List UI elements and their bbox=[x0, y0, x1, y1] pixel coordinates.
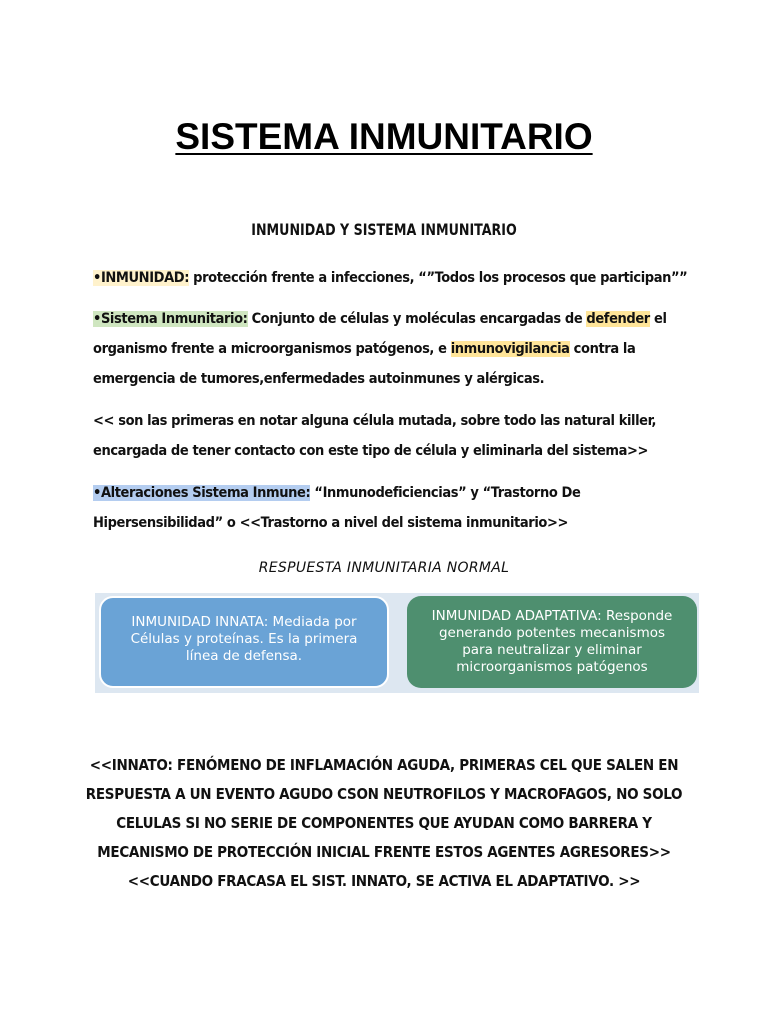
page-title: SISTEMA INMUNITARIO bbox=[175, 116, 593, 157]
diagram-subtitle: RESPUESTA INMUNITARIA NORMAL bbox=[258, 560, 510, 576]
term-inmunidad: •INMUNIDAD: bbox=[93, 270, 190, 286]
closing-line-4: MECANISMO DE PROTECCIÓN INICIAL FRENTE ESTOS AGENTES AGRESORES>> bbox=[97, 843, 671, 861]
paragraph-alteraciones-text: “Inmunodeficiencias” y “Trastorno De Hipersensibilidad” o <<Trastorno a nivel del sistema inmunitario>> bbox=[93, 485, 581, 531]
immune-response-diagram bbox=[95, 593, 699, 693]
paragraph-sistema-text-3: contra la emergencia de tumores,enfermedades autoinmunes y alérgicas. bbox=[93, 341, 636, 387]
closing-paragraph bbox=[70, 751, 698, 896]
adaptive-line-2: generando potentes mecanismos bbox=[438, 625, 666, 641]
paragraph-inmunidad bbox=[93, 263, 703, 293]
highlight-defender: defender bbox=[586, 311, 650, 327]
paragraph-sistema-inmunitario bbox=[93, 304, 703, 394]
adaptive-immunity-box bbox=[407, 596, 697, 688]
adaptive-line-3: para neutralizar y eliminar bbox=[462, 642, 642, 658]
innate-line-1: INMUNIDAD INNATA: Mediada por bbox=[131, 614, 357, 630]
closing-line-3: CELULAS SI NO SERIE DE COMPONENTES QUE AYUDAN COMO BARRERA Y bbox=[116, 814, 652, 832]
paragraph-inmunidad-text: protección frente a infecciones, “”Todos los procesos que participan”” bbox=[189, 270, 688, 286]
closing-line-2: RESPUESTA A UN EVENTO AGUDO CSON NEUTROFILOS Y MACROFAGOS, NO SOLO bbox=[85, 785, 683, 803]
closing-line-5: <<CUANDO FRACASA EL SIST. INNATO, SE ACTIVA EL ADAPTATIVO. >> bbox=[127, 872, 641, 890]
innate-line-2: Células y proteínas. Es la primera bbox=[130, 631, 358, 647]
adaptive-line-1: INMUNIDAD ADAPTATIVA: Responde bbox=[431, 608, 673, 624]
innate-line-3: línea de defensa. bbox=[185, 648, 303, 664]
closing-line-1: <<INNATO: FENÓMENO DE INFLAMACIÓN AGUDA, PRIMERAS CEL QUE SALEN EN bbox=[89, 756, 679, 774]
adaptive-line-4: microorganismos patógenos bbox=[456, 659, 648, 675]
section-heading: INMUNIDAD Y SISTEMA INMUNITARIO bbox=[251, 220, 517, 239]
paragraph-alteraciones bbox=[93, 478, 703, 538]
highlight-inmunovigilancia: inmunovigilancia bbox=[450, 341, 570, 357]
paragraph-sistema-text-2: el organismo frente a microorganismos patógenos, e bbox=[93, 311, 667, 357]
paragraph-sistema-text-1: Conjunto de células y moléculas encargadas de bbox=[247, 311, 587, 327]
innate-immunity-box bbox=[99, 596, 389, 688]
term-sistema-inmunitario: •Sistema Inmunitario: bbox=[93, 311, 248, 327]
term-alteraciones: •Alteraciones Sistema Inmune: bbox=[93, 485, 311, 501]
paragraph-natural-killer: << son las primeras en notar alguna célula mutada, sobre todo las natural killer, encargada de tener contacto con este tipo de célula y eliminarla del sistema>> bbox=[93, 413, 657, 459]
